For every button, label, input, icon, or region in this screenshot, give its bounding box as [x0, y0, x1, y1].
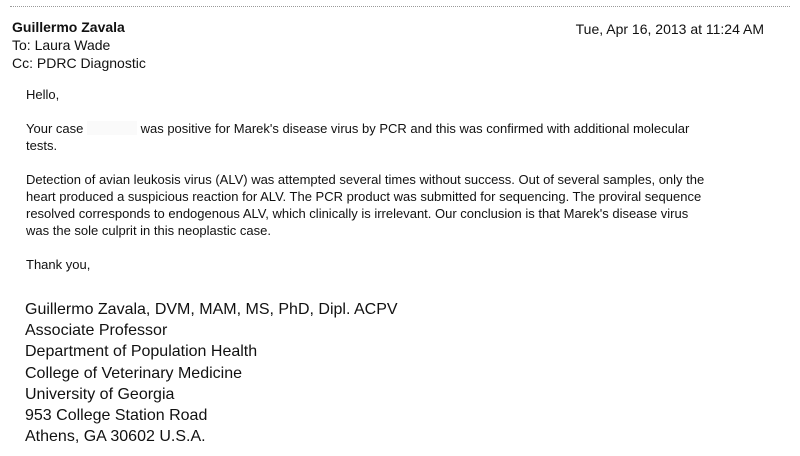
signature-title: Associate Professor	[25, 322, 168, 340]
cc-label: Cc:	[12, 55, 33, 71]
email-date: Tue, Apr 16, 2013 at 11:24 AM	[575, 21, 764, 37]
signature-street: 953 College Station Road	[25, 407, 208, 425]
signature-university: University of Georgia	[25, 385, 175, 403]
cc-line	[12, 54, 772, 72]
signature-block	[25, 299, 398, 447]
redacted-case-number	[87, 121, 137, 135]
to-label: To:	[12, 37, 31, 53]
paragraph-alv-detection: Detection of avian leukosis virus (ALV) was attempted several times without success. Out of several samples, only the heart produced a suspicious reaction for ALV. The PCR product was submitted for sequencing. The proviral sequence resolved corresponds to endogenous ALV, which clinically is irrelevant. Our conclusion is that Marek's disease virus was the sole culprit in this neoplastic case.	[26, 172, 705, 238]
to-recipient: Laura Wade	[34, 37, 111, 53]
case-intro-text: Your case	[26, 121, 84, 136]
top-divider	[10, 6, 790, 7]
signature-name: Guillermo Zavala, DVM, MAM, MS, PhD, Dipl. ACPV	[25, 301, 398, 318]
signature-city: Athens, GA 30602 U.S.A.	[25, 428, 206, 446]
signature-department: Department of Population Health	[25, 343, 258, 361]
sender-name: Guillermo Zavala	[12, 19, 125, 35]
case-result-text: was positive for Marek's disease virus by PCR and this was confirmed with additional molecular tests.	[26, 121, 690, 153]
closing: Thank you,	[26, 257, 91, 272]
to-line	[12, 36, 772, 54]
cc-recipient: PDRC Diagnostic	[36, 55, 146, 71]
email-body	[26, 86, 706, 290]
paragraph-case-result	[26, 120, 706, 154]
email-header	[12, 18, 772, 72]
greeting: Hello,	[26, 87, 60, 102]
signature-college: College of Veterinary Medicine	[25, 364, 243, 382]
sender-row	[12, 18, 772, 36]
